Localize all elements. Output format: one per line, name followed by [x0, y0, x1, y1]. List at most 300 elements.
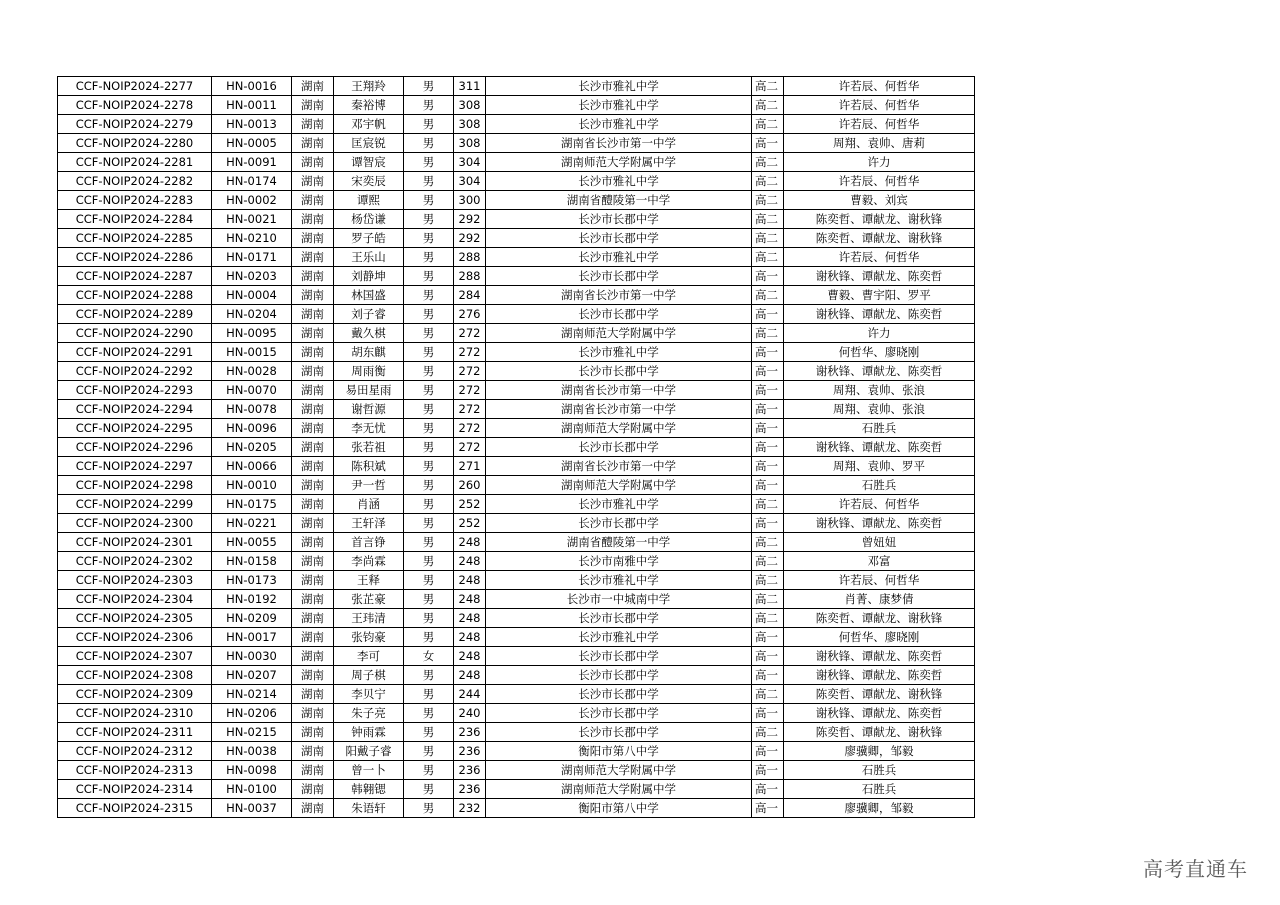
cell-grade: 高二 [752, 324, 784, 343]
cell-grade: 高二 [752, 172, 784, 191]
cell-coaches: 谢秋锋、谭献龙、陈奕哲 [784, 704, 975, 723]
table-row [58, 780, 975, 799]
cell-cert-id: CCF-NOIP2024-2280 [58, 134, 212, 153]
cell-province: 湖南 [292, 742, 334, 761]
cell-ticket-number: HN-0038 [212, 742, 292, 761]
table-row [58, 685, 975, 704]
cell-ticket-number: HN-0095 [212, 324, 292, 343]
cell-school: 衡阳市第八中学 [486, 742, 752, 761]
cell-coaches: 何哲华、廖晓刚 [784, 628, 975, 647]
cell-score: 271 [454, 457, 486, 476]
cell-school: 湖南省长沙市第一中学 [486, 134, 752, 153]
cell-grade: 高二 [752, 609, 784, 628]
cell-coaches: 曹毅、刘宾 [784, 191, 975, 210]
cell-student-name: 杨岱谦 [334, 210, 404, 229]
cell-ticket-number: HN-0098 [212, 761, 292, 780]
cell-coaches: 周翔、袁帅、张浪 [784, 400, 975, 419]
cell-school: 湖南师范大学附属中学 [486, 153, 752, 172]
cell-cert-id: CCF-NOIP2024-2291 [58, 343, 212, 362]
cell-student-name: 林国盛 [334, 286, 404, 305]
table-row [58, 210, 975, 229]
cell-grade: 高一 [752, 305, 784, 324]
cell-coaches: 陈奕哲、谭献龙、谢秋锋 [784, 609, 975, 628]
cell-student-name: 邓宇帆 [334, 115, 404, 134]
cell-cert-id: CCF-NOIP2024-2304 [58, 590, 212, 609]
cell-ticket-number: HN-0016 [212, 77, 292, 96]
cell-student-name: 钟雨霖 [334, 723, 404, 742]
cell-cert-id: CCF-NOIP2024-2303 [58, 571, 212, 590]
table-row [58, 495, 975, 514]
cell-grade: 高一 [752, 343, 784, 362]
cell-student-name: 张若祖 [334, 438, 404, 457]
cell-cert-id: CCF-NOIP2024-2312 [58, 742, 212, 761]
cell-gender: 男 [404, 115, 454, 134]
cell-gender: 男 [404, 685, 454, 704]
cell-province: 湖南 [292, 191, 334, 210]
cell-student-name: 陈积斌 [334, 457, 404, 476]
cell-score: 272 [454, 419, 486, 438]
cell-gender: 男 [404, 438, 454, 457]
cell-student-name: 王乐山 [334, 248, 404, 267]
cell-province: 湖南 [292, 153, 334, 172]
cell-student-name: 谭智宸 [334, 153, 404, 172]
cell-grade: 高二 [752, 286, 784, 305]
table-row [58, 286, 975, 305]
cell-gender: 男 [404, 799, 454, 818]
cell-cert-id: CCF-NOIP2024-2296 [58, 438, 212, 457]
cell-grade: 高二 [752, 495, 784, 514]
cell-coaches: 周翔、袁帅、唐莉 [784, 134, 975, 153]
cell-score: 308 [454, 115, 486, 134]
cell-province: 湖南 [292, 343, 334, 362]
cell-gender: 男 [404, 723, 454, 742]
cell-gender: 男 [404, 742, 454, 761]
cell-school: 长沙市长郡中学 [486, 267, 752, 286]
cell-gender: 男 [404, 780, 454, 799]
cell-province: 湖南 [292, 647, 334, 666]
cell-gender: 男 [404, 609, 454, 628]
cell-student-name: 张钧豪 [334, 628, 404, 647]
cell-gender: 男 [404, 362, 454, 381]
cell-ticket-number: HN-0204 [212, 305, 292, 324]
cell-school: 湖南师范大学附属中学 [486, 324, 752, 343]
cell-cert-id: CCF-NOIP2024-2301 [58, 533, 212, 552]
table-row [58, 362, 975, 381]
cell-score: 236 [454, 780, 486, 799]
table-row [58, 191, 975, 210]
cell-coaches: 廖骥卿，邹毅 [784, 799, 975, 818]
cell-province: 湖南 [292, 229, 334, 248]
cell-gender: 男 [404, 96, 454, 115]
cell-student-name: 朱语轩 [334, 799, 404, 818]
cell-score: 308 [454, 96, 486, 115]
cell-gender: 男 [404, 153, 454, 172]
cell-grade: 高一 [752, 761, 784, 780]
cell-coaches: 许若辰、何哲华 [784, 77, 975, 96]
cell-grade: 高二 [752, 533, 784, 552]
cell-grade: 高二 [752, 191, 784, 210]
cell-school: 长沙市长郡中学 [486, 305, 752, 324]
cell-student-name: 匡宸锐 [334, 134, 404, 153]
cell-gender: 男 [404, 419, 454, 438]
cell-province: 湖南 [292, 324, 334, 343]
table-row [58, 666, 975, 685]
cell-grade: 高二 [752, 77, 784, 96]
cell-score: 288 [454, 267, 486, 286]
table-row [58, 248, 975, 267]
table-row [58, 153, 975, 172]
cell-cert-id: CCF-NOIP2024-2295 [58, 419, 212, 438]
cell-coaches: 陈奕哲、谭献龙、谢秋锋 [784, 723, 975, 742]
cell-gender: 男 [404, 77, 454, 96]
cell-student-name: 胡东麒 [334, 343, 404, 362]
cell-coaches: 许力 [784, 153, 975, 172]
cell-score: 304 [454, 153, 486, 172]
cell-grade: 高二 [752, 115, 784, 134]
cell-school: 长沙市长郡中学 [486, 685, 752, 704]
cell-grade: 高二 [752, 248, 784, 267]
cell-province: 湖南 [292, 476, 334, 495]
cell-student-name: 张芷豪 [334, 590, 404, 609]
cell-ticket-number: HN-0010 [212, 476, 292, 495]
cell-province: 湖南 [292, 685, 334, 704]
cell-ticket-number: HN-0017 [212, 628, 292, 647]
table-row [58, 115, 975, 134]
cell-school: 长沙市雅礼中学 [486, 571, 752, 590]
cell-gender: 男 [404, 267, 454, 286]
cell-school: 长沙市雅礼中学 [486, 495, 752, 514]
cell-gender: 男 [404, 571, 454, 590]
cell-province: 湖南 [292, 704, 334, 723]
cell-score: 311 [454, 77, 486, 96]
cell-score: 292 [454, 210, 486, 229]
cell-ticket-number: HN-0214 [212, 685, 292, 704]
table-row [58, 267, 975, 286]
cell-coaches: 石胜兵 [784, 476, 975, 495]
cell-coaches: 谢秋锋、谭献龙、陈奕哲 [784, 305, 975, 324]
cell-score: 272 [454, 400, 486, 419]
cell-school: 长沙市雅礼中学 [486, 248, 752, 267]
cell-cert-id: CCF-NOIP2024-2277 [58, 77, 212, 96]
cell-school: 长沙市长郡中学 [486, 666, 752, 685]
cell-student-name: 阳戴子睿 [334, 742, 404, 761]
cell-grade: 高二 [752, 153, 784, 172]
table-row [58, 590, 975, 609]
cell-coaches: 谢秋锋、谭献龙、陈奕哲 [784, 438, 975, 457]
cell-school: 长沙市长郡中学 [486, 647, 752, 666]
cell-grade: 高一 [752, 476, 784, 495]
cell-grade: 高二 [752, 685, 784, 704]
cell-province: 湖南 [292, 305, 334, 324]
cell-cert-id: CCF-NOIP2024-2310 [58, 704, 212, 723]
cell-coaches: 陈奕哲、谭献龙、谢秋锋 [784, 210, 975, 229]
cell-gender: 男 [404, 343, 454, 362]
cell-ticket-number: HN-0174 [212, 172, 292, 191]
cell-cert-id: CCF-NOIP2024-2290 [58, 324, 212, 343]
cell-gender: 男 [404, 400, 454, 419]
cell-gender: 男 [404, 495, 454, 514]
cell-score: 236 [454, 742, 486, 761]
cell-coaches: 许若辰、何哲华 [784, 115, 975, 134]
table-row [58, 647, 975, 666]
cell-student-name: 刘静坤 [334, 267, 404, 286]
cell-gender: 男 [404, 514, 454, 533]
cell-ticket-number: HN-0070 [212, 381, 292, 400]
cell-gender: 男 [404, 457, 454, 476]
cell-cert-id: CCF-NOIP2024-2288 [58, 286, 212, 305]
table-row [58, 134, 975, 153]
cell-student-name: 周雨衡 [334, 362, 404, 381]
cell-ticket-number: HN-0192 [212, 590, 292, 609]
cell-ticket-number: HN-0015 [212, 343, 292, 362]
cell-grade: 高二 [752, 96, 784, 115]
cell-province: 湖南 [292, 799, 334, 818]
cell-score: 260 [454, 476, 486, 495]
cell-ticket-number: HN-0037 [212, 799, 292, 818]
cell-grade: 高二 [752, 210, 784, 229]
table-row [58, 761, 975, 780]
cell-coaches: 石胜兵 [784, 761, 975, 780]
cell-student-name: 曾一卜 [334, 761, 404, 780]
cell-gender: 男 [404, 552, 454, 571]
cell-coaches: 陈奕哲、谭献龙、谢秋锋 [784, 685, 975, 704]
cell-grade: 高二 [752, 723, 784, 742]
cell-grade: 高一 [752, 799, 784, 818]
cell-ticket-number: HN-0096 [212, 419, 292, 438]
cell-student-name: 周子棋 [334, 666, 404, 685]
cell-score: 248 [454, 590, 486, 609]
cell-grade: 高二 [752, 552, 784, 571]
table-row [58, 628, 975, 647]
cell-gender: 男 [404, 533, 454, 552]
cell-student-name: 王玮清 [334, 609, 404, 628]
cell-cert-id: CCF-NOIP2024-2289 [58, 305, 212, 324]
table-row [58, 438, 975, 457]
cell-school: 长沙市雅礼中学 [486, 96, 752, 115]
cell-coaches: 石胜兵 [784, 419, 975, 438]
cell-ticket-number: HN-0206 [212, 704, 292, 723]
watermark-text: 高考直通车 [1143, 857, 1248, 881]
cell-school: 湖南师范大学附属中学 [486, 476, 752, 495]
cell-gender: 男 [404, 704, 454, 723]
cell-score: 284 [454, 286, 486, 305]
cell-coaches: 周翔、袁帅、张浪 [784, 381, 975, 400]
cell-cert-id: CCF-NOIP2024-2302 [58, 552, 212, 571]
cell-ticket-number: HN-0215 [212, 723, 292, 742]
cell-student-name: 谭熙 [334, 191, 404, 210]
cell-province: 湖南 [292, 172, 334, 191]
cell-province: 湖南 [292, 723, 334, 742]
cell-ticket-number: HN-0209 [212, 609, 292, 628]
cell-province: 湖南 [292, 96, 334, 115]
cell-cert-id: CCF-NOIP2024-2292 [58, 362, 212, 381]
cell-student-name: 韩翱锶 [334, 780, 404, 799]
cell-ticket-number: HN-0158 [212, 552, 292, 571]
cell-ticket-number: HN-0175 [212, 495, 292, 514]
cell-ticket-number: HN-0091 [212, 153, 292, 172]
cell-student-name: 李无忧 [334, 419, 404, 438]
cell-cert-id: CCF-NOIP2024-2315 [58, 799, 212, 818]
cell-gender: 男 [404, 381, 454, 400]
cell-cert-id: CCF-NOIP2024-2299 [58, 495, 212, 514]
cell-student-name: 李尚霖 [334, 552, 404, 571]
cell-ticket-number: HN-0100 [212, 780, 292, 799]
cell-gender: 男 [404, 590, 454, 609]
cell-score: 308 [454, 134, 486, 153]
cell-province: 湖南 [292, 134, 334, 153]
cell-grade: 高一 [752, 400, 784, 419]
cell-grade: 高一 [752, 666, 784, 685]
cell-cert-id: CCF-NOIP2024-2294 [58, 400, 212, 419]
cell-school: 长沙市雅礼中学 [486, 172, 752, 191]
cell-gender: 男 [404, 628, 454, 647]
table-row [58, 381, 975, 400]
cell-score: 272 [454, 381, 486, 400]
cell-school: 长沙市长郡中学 [486, 609, 752, 628]
cell-ticket-number: HN-0078 [212, 400, 292, 419]
cell-ticket-number: HN-0021 [212, 210, 292, 229]
cell-school: 长沙市长郡中学 [486, 514, 752, 533]
cell-cert-id: CCF-NOIP2024-2308 [58, 666, 212, 685]
cell-score: 304 [454, 172, 486, 191]
table-row [58, 476, 975, 495]
cell-ticket-number: HN-0028 [212, 362, 292, 381]
cell-gender: 男 [404, 210, 454, 229]
cell-student-name: 戴久棋 [334, 324, 404, 343]
cell-gender: 男 [404, 666, 454, 685]
cell-grade: 高二 [752, 229, 784, 248]
cell-school: 长沙市长郡中学 [486, 210, 752, 229]
cell-ticket-number: HN-0004 [212, 286, 292, 305]
cell-ticket-number: HN-0207 [212, 666, 292, 685]
cell-ticket-number: HN-0171 [212, 248, 292, 267]
cell-province: 湖南 [292, 761, 334, 780]
cell-school: 湖南师范大学附属中学 [486, 780, 752, 799]
cell-student-name: 李贝宁 [334, 685, 404, 704]
cell-coaches: 谢秋锋、谭献龙、陈奕哲 [784, 666, 975, 685]
cell-province: 湖南 [292, 495, 334, 514]
results-table [57, 76, 975, 818]
cell-coaches: 许力 [784, 324, 975, 343]
cell-cert-id: CCF-NOIP2024-2297 [58, 457, 212, 476]
cell-student-name: 朱子亮 [334, 704, 404, 723]
table-row [58, 343, 975, 362]
cell-cert-id: CCF-NOIP2024-2285 [58, 229, 212, 248]
cell-gender: 男 [404, 305, 454, 324]
cell-grade: 高一 [752, 419, 784, 438]
cell-cert-id: CCF-NOIP2024-2305 [58, 609, 212, 628]
cell-coaches: 许若辰、何哲华 [784, 248, 975, 267]
table-row [58, 96, 975, 115]
table-row [58, 552, 975, 571]
cell-coaches: 廖骥卿，邹毅 [784, 742, 975, 761]
cell-score: 272 [454, 324, 486, 343]
cell-ticket-number: HN-0173 [212, 571, 292, 590]
cell-school: 湖南省长沙市第一中学 [486, 457, 752, 476]
cell-province: 湖南 [292, 780, 334, 799]
cell-grade: 高一 [752, 362, 784, 381]
cell-cert-id: CCF-NOIP2024-2286 [58, 248, 212, 267]
cell-cert-id: CCF-NOIP2024-2307 [58, 647, 212, 666]
cell-score: 252 [454, 495, 486, 514]
cell-score: 272 [454, 343, 486, 362]
cell-school: 湖南省长沙市第一中学 [486, 286, 752, 305]
table-row [58, 704, 975, 723]
cell-province: 湖南 [292, 628, 334, 647]
cell-student-name: 尹一哲 [334, 476, 404, 495]
cell-grade: 高一 [752, 780, 784, 799]
table-row [58, 305, 975, 324]
cell-grade: 高一 [752, 134, 784, 153]
cell-cert-id: CCF-NOIP2024-2278 [58, 96, 212, 115]
cell-student-name: 王释 [334, 571, 404, 590]
cell-province: 湖南 [292, 286, 334, 305]
cell-coaches: 谢秋锋、谭献龙、陈奕哲 [784, 514, 975, 533]
table-row [58, 77, 975, 96]
cell-grade: 高二 [752, 590, 784, 609]
cell-province: 湖南 [292, 267, 334, 286]
cell-score: 248 [454, 533, 486, 552]
cell-school: 湖南师范大学附属中学 [486, 419, 752, 438]
cell-cert-id: CCF-NOIP2024-2309 [58, 685, 212, 704]
cell-school: 长沙市雅礼中学 [486, 115, 752, 134]
cell-coaches: 肖菁、康梦倩 [784, 590, 975, 609]
cell-score: 236 [454, 761, 486, 780]
cell-grade: 高一 [752, 742, 784, 761]
cell-cert-id: CCF-NOIP2024-2300 [58, 514, 212, 533]
cell-school: 长沙市雅礼中学 [486, 343, 752, 362]
cell-score: 248 [454, 609, 486, 628]
cell-student-name: 罗子皓 [334, 229, 404, 248]
cell-gender: 男 [404, 248, 454, 267]
table-row [58, 799, 975, 818]
cell-coaches: 周翔、袁帅、罗平 [784, 457, 975, 476]
cell-ticket-number: HN-0055 [212, 533, 292, 552]
cell-cert-id: CCF-NOIP2024-2279 [58, 115, 212, 134]
cell-province: 湖南 [292, 248, 334, 267]
table-row [58, 609, 975, 628]
cell-ticket-number: HN-0221 [212, 514, 292, 533]
cell-province: 湖南 [292, 571, 334, 590]
cell-school: 长沙市长郡中学 [486, 229, 752, 248]
cell-student-name: 刘子睿 [334, 305, 404, 324]
cell-student-name: 宋奕辰 [334, 172, 404, 191]
cell-grade: 高一 [752, 438, 784, 457]
cell-school: 长沙市一中城南中学 [486, 590, 752, 609]
cell-score: 248 [454, 666, 486, 685]
cell-score: 248 [454, 647, 486, 666]
cell-cert-id: CCF-NOIP2024-2306 [58, 628, 212, 647]
cell-score: 300 [454, 191, 486, 210]
table-row [58, 457, 975, 476]
cell-province: 湖南 [292, 400, 334, 419]
cell-province: 湖南 [292, 77, 334, 96]
cell-score: 292 [454, 229, 486, 248]
cell-score: 248 [454, 571, 486, 590]
cell-ticket-number: HN-0210 [212, 229, 292, 248]
cell-grade: 高一 [752, 704, 784, 723]
cell-ticket-number: HN-0002 [212, 191, 292, 210]
cell-grade: 高一 [752, 647, 784, 666]
cell-score: 272 [454, 362, 486, 381]
cell-ticket-number: HN-0005 [212, 134, 292, 153]
results-table-body [58, 77, 975, 818]
cell-cert-id: CCF-NOIP2024-2283 [58, 191, 212, 210]
cell-student-name: 首言铮 [334, 533, 404, 552]
cell-coaches: 许若辰、何哲华 [784, 571, 975, 590]
cell-province: 湖南 [292, 115, 334, 134]
cell-province: 湖南 [292, 590, 334, 609]
